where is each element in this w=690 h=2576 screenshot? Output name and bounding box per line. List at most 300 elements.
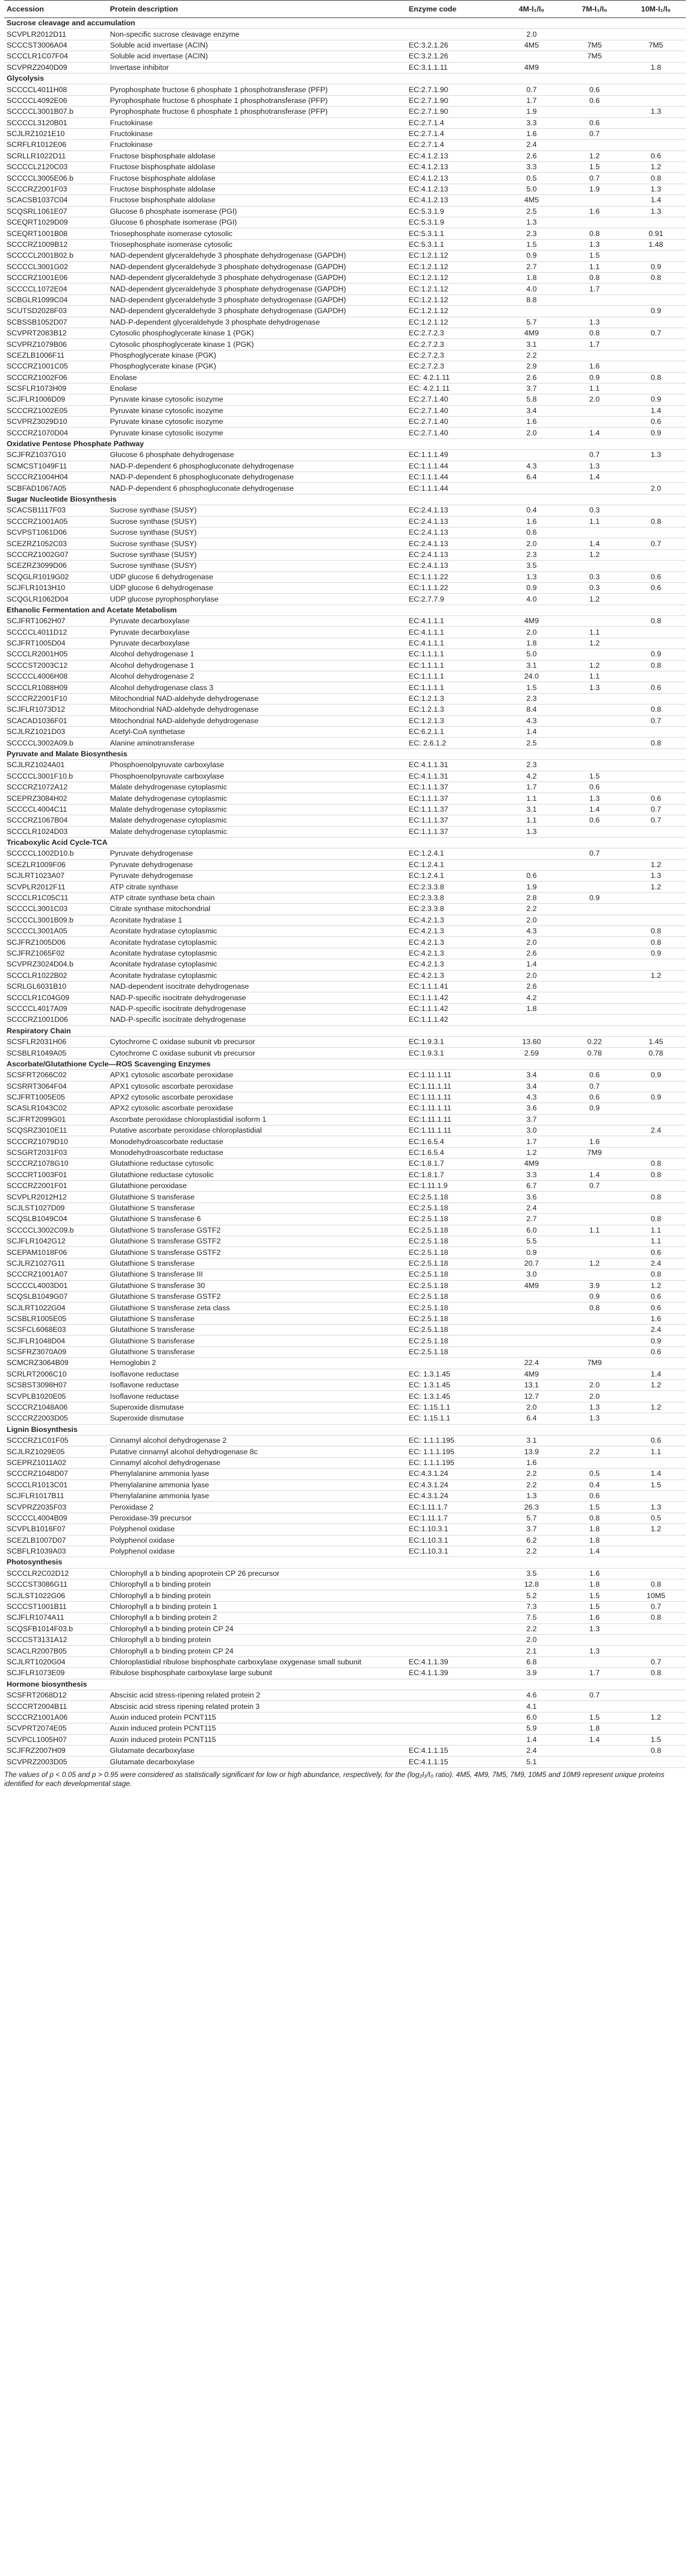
ratio-10m-cell: 0.6 [626, 582, 686, 593]
description-cell: Pyruvate dehydrogenase [108, 848, 406, 859]
ratio-4m-cell: 2.2 [500, 1479, 564, 1490]
accession-cell: SCVPLR2012H12 [4, 1192, 108, 1202]
table-row [4, 1391, 686, 1402]
table-row [4, 848, 686, 859]
table-row [4, 937, 686, 948]
ratio-10m-cell [626, 1690, 686, 1700]
enzyme-code-cell: EC:1.1.1.1 [406, 649, 500, 660]
ratio-7m-cell [563, 1269, 626, 1280]
ratio-10m-cell [626, 84, 686, 95]
description-cell: Triosephosphate isomerase cytosolic [108, 239, 406, 250]
ratio-4m-cell: 1.4 [500, 1734, 564, 1745]
ratio-7m-cell: 1.3 [563, 239, 626, 250]
description-cell: Superoxide dismutase [108, 1402, 406, 1413]
accession-cell: SCEZLB1006F11 [4, 350, 108, 361]
description-cell: Pyruvate decarboxylase [108, 638, 406, 649]
ratio-7m-cell: 1.1 [563, 671, 626, 682]
table-row [4, 1214, 686, 1225]
ratio-10m-cell: 1.4 [626, 195, 686, 206]
table-row [4, 1380, 686, 1391]
ratio-4m-cell: 1.8 [500, 1003, 564, 1014]
ratio-4m-cell: 1.3 [500, 826, 564, 837]
ratio-4m-cell: 3.5 [500, 561, 564, 571]
ratio-10m-cell: 0.8 [626, 937, 686, 948]
accession-cell: SCCCCL4092E06 [4, 95, 108, 106]
ratio-4m-cell: 2.9 [500, 361, 564, 372]
description-cell: Monodehydroascorbate reductase [108, 1136, 406, 1147]
accession-cell: SCJLST1027D09 [4, 1202, 108, 1213]
accession-cell: SCSGRT2031F03 [4, 1147, 108, 1158]
description-cell: Phosphoglycerate kinase (PGK) [108, 361, 406, 372]
ratio-10m-cell [626, 826, 686, 837]
ratio-4m-cell: 1.5 [500, 239, 564, 250]
table-row [4, 1192, 686, 1202]
accession-cell: SCCCRZ2001F10 [4, 693, 108, 704]
ratio-7m-cell [563, 826, 626, 837]
ratio-7m-cell: 0.6 [563, 1070, 626, 1081]
ratio-7m-cell [563, 1159, 626, 1169]
ratio-7m-cell [563, 705, 626, 715]
description-cell: Glutathione reductase cytosolic [108, 1169, 406, 1180]
enzyme-code-cell [406, 1601, 500, 1612]
accession-cell: SCEQRT1001B08 [4, 228, 108, 239]
col-10m-ratio: 10M-I₁/I₀ [626, 1, 686, 18]
table-row [4, 1502, 686, 1513]
description-cell: Polyphenol oxidase [108, 1535, 406, 1546]
ratio-4m-cell: 4M5 [500, 195, 564, 206]
table-row [4, 1524, 686, 1535]
description-cell: APX1 cytosolic ascorbate peroxidase [108, 1070, 406, 1081]
accession-cell: SCRLRT2006C10 [4, 1369, 108, 1380]
ratio-10m-cell [626, 128, 686, 139]
description-cell: Pyruvate kinase cytosolic isozyme [108, 417, 406, 428]
ratio-7m-cell [563, 1436, 626, 1446]
enzyme-code-cell: EC:2.7.1.90 [406, 95, 500, 106]
accession-cell: SCCCCL4011H08 [4, 84, 108, 95]
accession-cell: SCCCCL3001C03 [4, 904, 108, 915]
accession-cell: SCACLR2007B05 [4, 1646, 108, 1657]
ratio-7m-cell: 0.78 [563, 1048, 626, 1059]
ratio-7m-cell [563, 1325, 626, 1336]
protein-table [4, 0, 686, 1768]
ratio-10m-cell [626, 339, 686, 350]
ratio-7m-cell: 1.5 [563, 1601, 626, 1612]
enzyme-code-cell: EC:1.1.1.41 [406, 981, 500, 992]
table-row [4, 1646, 686, 1657]
ratio-4m-cell: 2.5 [500, 206, 564, 217]
ratio-7m-cell: 0.8 [563, 272, 626, 283]
enzyme-code-cell: EC:2.5.1.18 [406, 1202, 500, 1213]
accession-cell: SCCCRZ1001C05 [4, 361, 108, 372]
table-row [4, 649, 686, 660]
accession-cell: SCVPRZ2040D09 [4, 62, 108, 73]
accession-cell: SCCCRZ2003D05 [4, 1413, 108, 1424]
accession-cell: SCJLRZ1021E10 [4, 128, 108, 139]
table-row [4, 206, 686, 217]
ratio-10m-cell [626, 1490, 686, 1501]
ratio-7m-cell: 1.8 [563, 1524, 626, 1535]
description-cell: Cytosolic phosphoglycerate kinase 1 (PGK) [108, 328, 406, 338]
enzyme-code-cell: EC:1.11.1.11 [406, 1114, 500, 1125]
table-row [4, 140, 686, 151]
table-row [4, 693, 686, 704]
ratio-4m-cell: 2.0 [500, 29, 564, 40]
accession-cell: SCVPLB1016F07 [4, 1524, 108, 1535]
description-cell: ATP citrate synthase [108, 882, 406, 892]
ratio-4m-cell: 6.0 [500, 1712, 564, 1723]
table-row [4, 1015, 686, 1025]
accession-cell: SCCCLR1088H09 [4, 682, 108, 693]
enzyme-code-cell: EC:4.1.2.13 [406, 195, 500, 206]
ratio-7m-cell: 1.3 [563, 1413, 626, 1424]
description-cell: Glucose 6 phosphate isomerase (PGI) [108, 217, 406, 228]
ratio-10m-cell: 0.6 [626, 1291, 686, 1302]
ratio-4m-cell: 0.6 [500, 527, 564, 538]
table-row [4, 383, 686, 394]
table-row [4, 1668, 686, 1679]
ratio-7m-cell: 3.9 [563, 1280, 626, 1291]
description-cell: NAD-P-dependent 6 phosphogluconate dehydrogenase [108, 483, 406, 494]
ratio-7m-cell: 1.4 [563, 538, 626, 549]
description-cell: APX2 cytosolic ascorbate peroxidase [108, 1092, 406, 1103]
description-cell: Glutathione S transferase [108, 1202, 406, 1213]
enzyme-code-cell [406, 1623, 500, 1634]
description-cell: Glutathione S transferase III [108, 1269, 406, 1280]
accession-cell: SCCCST3006A04 [4, 40, 108, 51]
ratio-4m-cell [500, 1336, 564, 1346]
enzyme-code-cell: EC:4.2.1.3 [406, 937, 500, 948]
accession-cell: SCQSFB1014F03.b [4, 1623, 108, 1634]
accession-cell: SCSFRZ3070A09 [4, 1346, 108, 1357]
ratio-4m-cell: 6.4 [500, 1413, 564, 1424]
description-cell: Pyruvate kinase cytosolic isozyme [108, 394, 406, 405]
accession-cell: SCCCCL1072E04 [4, 284, 108, 294]
description-cell: Chlorophyll a b binding protein [108, 1635, 406, 1646]
col-protein-description: Protein description [108, 1, 406, 18]
ratio-7m-cell [563, 1756, 626, 1767]
ratio-10m-cell: 0.8 [626, 173, 686, 184]
ratio-10m-cell [626, 1147, 686, 1158]
table-row [4, 660, 686, 671]
ratio-10m-cell: 0.6 [626, 1436, 686, 1446]
section-header-row [4, 605, 686, 615]
accession-cell: SCJLRT1020G04 [4, 1657, 108, 1667]
enzyme-code-cell: EC:1.2.1.3 [406, 705, 500, 715]
table-row [4, 616, 686, 627]
description-cell: Alanine aminotransferase [108, 738, 406, 748]
ratio-4m-cell: 5.5 [500, 1236, 564, 1246]
description-cell: Aconitate hydratase cytoplasmic [108, 948, 406, 959]
table-row [4, 1436, 686, 1446]
ratio-7m-cell [563, 1313, 626, 1324]
ratio-7m-cell: 0.7 [563, 1690, 626, 1700]
ratio-7m-cell: 1.4 [563, 1734, 626, 1745]
ratio-7m-cell [563, 1114, 626, 1125]
accession-cell: SCCCCL4017A09 [4, 1003, 108, 1014]
ratio-4m-cell: 7.3 [500, 1601, 564, 1612]
ratio-10m-cell [626, 1003, 686, 1014]
ratio-7m-cell: 1.4 [563, 1546, 626, 1557]
ratio-4m-cell [500, 483, 564, 494]
description-cell: Glutathione S transferase [108, 1313, 406, 1324]
ratio-7m-cell: 0.6 [563, 815, 626, 826]
ratio-7m-cell: 0.4 [563, 1479, 626, 1490]
table-row [4, 682, 686, 693]
description-cell: Soluble acid invertase (ACIN) [108, 40, 406, 51]
enzyme-code-cell [406, 1635, 500, 1646]
enzyme-code-cell [406, 1568, 500, 1579]
ratio-10m-cell: 1.3 [626, 184, 686, 194]
section-header-row [4, 18, 686, 29]
ratio-10m-cell: 1.3 [626, 450, 686, 461]
ratio-4m-cell: 3.0 [500, 1125, 564, 1136]
ratio-7m-cell [563, 1745, 626, 1756]
table-row [4, 549, 686, 560]
ratio-4m-cell: 3.9 [500, 1668, 564, 1679]
description-cell: Pyruvate decarboxylase [108, 616, 406, 627]
ratio-7m-cell: 0.6 [563, 117, 626, 128]
ratio-10m-cell: 0.7 [626, 1601, 686, 1612]
ratio-7m-cell [563, 937, 626, 948]
accession-cell: SCSFCL6068E03 [4, 1325, 108, 1336]
description-cell: Auxin induced protein PCNT115 [108, 1723, 406, 1734]
ratio-7m-cell: 0.9 [563, 1291, 626, 1302]
enzyme-code-cell: EC:1.1.1.22 [406, 582, 500, 593]
section-header-row [4, 1025, 686, 1036]
table-footnote: The values of p < 0.05 and p > 0.95 were considered as statistically significant for low or high abundance, respectively, for the (log₂I₁/I₀ ratio). 4M5, 4M9, 7M5, 7M9, 10M5 and 10M9 represent unique proteins identified for each developmental stage. [4, 1770, 665, 1788]
description-cell: Glutathione S transferase GSTF2 [108, 1236, 406, 1246]
table-row [4, 1601, 686, 1612]
enzyme-code-cell: EC:1.11.1.11 [406, 1125, 500, 1136]
enzyme-code-cell: EC:1.2.1.12 [406, 272, 500, 283]
ratio-7m-cell: 2.0 [563, 1380, 626, 1391]
table-row [4, 804, 686, 815]
ratio-4m-cell: 3.6 [500, 1103, 564, 1114]
ratio-10m-cell: 0.6 [626, 417, 686, 428]
description-cell: Isoflavone reductase [108, 1391, 406, 1402]
ratio-7m-cell: 7M9 [563, 1147, 626, 1158]
ratio-7m-cell: 0.3 [563, 582, 626, 593]
ratio-7m-cell [563, 760, 626, 771]
ratio-10m-cell: 0.6 [626, 1247, 686, 1258]
enzyme-code-cell [406, 1723, 500, 1734]
accession-cell: SCQSRL1061E07 [4, 206, 108, 217]
ratio-7m-cell: 0.6 [563, 782, 626, 792]
description-cell: NAD-dependent isocitrate dehydrogenase [108, 981, 406, 992]
ratio-7m-cell [563, 959, 626, 970]
ratio-10m-cell: 0.7 [626, 804, 686, 815]
description-cell: Fructokinase [108, 128, 406, 139]
ratio-10m-cell: 0.8 [626, 372, 686, 383]
ratio-4m-cell: 4.0 [500, 284, 564, 294]
ratio-7m-cell [563, 1346, 626, 1357]
table-row [4, 1623, 686, 1634]
description-cell: Putative ascorbate peroxidase chloroplastidial [108, 1125, 406, 1136]
accession-cell: SCCCCL4003D01 [4, 1280, 108, 1291]
enzyme-code-cell: EC:3.1.1.11 [406, 62, 500, 73]
ratio-4m-cell: 5.7 [500, 317, 564, 328]
description-cell: Soluble acid invertase (ACIN) [108, 51, 406, 62]
enzyme-code-cell: EC:1.6.5.4 [406, 1136, 500, 1147]
enzyme-code-cell: EC: 4.2.1.11 [406, 383, 500, 394]
accession-cell: SCVPLB1020E05 [4, 1391, 108, 1402]
ratio-10m-cell: 1.3 [626, 871, 686, 882]
ratio-7m-cell [563, 1192, 626, 1202]
ratio-4m-cell: 7.5 [500, 1613, 564, 1623]
table-row [4, 1723, 686, 1734]
enzyme-code-cell: EC:5.3.1.9 [406, 206, 500, 217]
description-cell: Phosphoenolpyruvate carboxylase [108, 771, 406, 782]
enzyme-code-cell: EC:4.1.1.15 [406, 1745, 500, 1756]
accession-cell: SCBFLR1039A03 [4, 1546, 108, 1557]
accession-cell: SCCCLR2C02D12 [4, 1568, 108, 1579]
ratio-10m-cell [626, 361, 686, 372]
ratio-7m-cell [563, 195, 626, 206]
ratio-10m-cell: 0.9 [626, 649, 686, 660]
ratio-10m-cell: 1.3 [626, 1502, 686, 1513]
accession-cell: SCSBLR1049A05 [4, 1048, 108, 1059]
accession-cell: SCSRRT3064F04 [4, 1081, 108, 1092]
accession-cell: SCJFRT2099G01 [4, 1114, 108, 1125]
ratio-7m-cell [563, 1457, 626, 1468]
accession-cell: SCCCCL3002C09.b [4, 1225, 108, 1236]
ratio-4m-cell: 5.0 [500, 649, 564, 660]
ratio-4m-cell [500, 450, 564, 461]
ratio-7m-cell: 1.4 [563, 1169, 626, 1180]
enzyme-code-cell: EC:1.1.1.44 [406, 483, 500, 494]
description-cell: Phosphoenolpyruvate carboxylase [108, 760, 406, 771]
table-row [4, 417, 686, 428]
enzyme-code-cell: EC:1.1.1.42 [406, 992, 500, 1003]
description-cell: Malate dehydrogenase cytoplasmic [108, 815, 406, 826]
ratio-4m-cell: 1.4 [500, 959, 564, 970]
description-cell: Mitochondrial NAD-aldehyde dehydrogenase [108, 693, 406, 704]
ratio-10m-cell: 2.4 [626, 1125, 686, 1136]
accession-cell: SCCCST3086G11 [4, 1579, 108, 1590]
ratio-7m-cell: 1.2 [563, 594, 626, 605]
ratio-7m-cell: 2.0 [563, 1391, 626, 1402]
ratio-7m-cell [563, 1369, 626, 1380]
ratio-10m-cell [626, 1413, 686, 1424]
description-cell: Invertase inhibitor [108, 62, 406, 73]
enzyme-code-cell: EC:4.1.1.31 [406, 771, 500, 782]
ratio-4m-cell: 2.0 [500, 1635, 564, 1646]
accession-cell: SCCCLR1022B02 [4, 970, 108, 981]
ratio-10m-cell: 1.3 [626, 206, 686, 217]
ratio-10m-cell [626, 95, 686, 106]
accession-cell: SCCCCL2001B02.b [4, 250, 108, 261]
ratio-4m-cell: 4.1 [500, 1701, 564, 1712]
table-row [4, 1114, 686, 1125]
description-cell: Superoxide dismutase [108, 1413, 406, 1424]
enzyme-code-cell: EC: 4.2.1.11 [406, 372, 500, 383]
ratio-4m-cell: 3.7 [500, 1524, 564, 1535]
ratio-7m-cell [563, 1701, 626, 1712]
section-title: Ascorbate/Glutathione Cycle—ROS Scavenging Enzymes [4, 1059, 686, 1069]
section-header-row [4, 837, 686, 848]
section-title: Tricaboxylic Acid Cycle-TCA [4, 837, 686, 848]
table-row [4, 461, 686, 471]
enzyme-code-cell: EC: 1.1.1.195 [406, 1436, 500, 1446]
enzyme-code-cell: EC:1.11.1.9 [406, 1181, 500, 1192]
ratio-10m-cell: 1.1 [626, 1225, 686, 1236]
ratio-7m-cell: 1.1 [563, 1225, 626, 1236]
ratio-10m-cell: 0.91 [626, 228, 686, 239]
enzyme-code-cell: EC:1.1.1.37 [406, 782, 500, 792]
ratio-7m-cell [563, 693, 626, 704]
description-cell: APX2 cytosolic ascorbate peroxidase [108, 1103, 406, 1114]
ratio-7m-cell: 1.2 [563, 638, 626, 649]
table-row [4, 317, 686, 328]
table-row [4, 638, 686, 649]
col-4m-ratio: 4M-I₁/I₀ [500, 1, 564, 18]
description-cell: Malate dehydrogenase cytoplasmic [108, 826, 406, 837]
table-row [4, 1202, 686, 1213]
accession-cell: SCCCRZ1070D04 [4, 428, 108, 438]
ratio-10m-cell [626, 505, 686, 516]
ratio-7m-cell [563, 859, 626, 870]
ratio-7m-cell [563, 306, 626, 317]
table-row [4, 1756, 686, 1767]
accession-cell: SCJFRT1062H07 [4, 616, 108, 627]
accession-cell: SCRFLR1012E06 [4, 140, 108, 151]
ratio-4m-cell: 5.7 [500, 1513, 564, 1523]
enzyme-code-cell [406, 1579, 500, 1590]
accession-cell: SCCCRZ1078G10 [4, 1159, 108, 1169]
description-cell: Cinnamyl alcohol dehydrogenase [108, 1457, 406, 1468]
ratio-4m-cell: 2.3 [500, 228, 564, 239]
ratio-10m-cell [626, 1202, 686, 1213]
ratio-10m-cell: 2.4 [626, 1325, 686, 1336]
ratio-10m-cell: 0.8 [626, 1169, 686, 1180]
description-cell: Aconitate hydratase cytoplasmic [108, 937, 406, 948]
ratio-4m-cell [500, 1313, 564, 1324]
description-cell: Glutathione S transferase GSTF2 [108, 1225, 406, 1236]
description-cell: Chloroplastidial ribulose bisphosphate carboxylase oxygenase small subunit [108, 1657, 406, 1667]
accession-cell: SCJFRT1005D04 [4, 638, 108, 649]
ratio-10m-cell: 1.2 [626, 1524, 686, 1535]
ratio-4m-cell: 20.7 [500, 1258, 564, 1269]
description-cell: Polyphenol oxidase [108, 1546, 406, 1557]
accession-cell: SCSBST3098H07 [4, 1380, 108, 1391]
enzyme-code-cell: EC:1.2.1.12 [406, 261, 500, 272]
description-cell: NAD-dependent glyceraldehyde 3 phosphate dehydrogenase (GAPDH) [108, 272, 406, 283]
ratio-10m-cell: 1.2 [626, 1402, 686, 1413]
ratio-4m-cell: 2.0 [500, 428, 564, 438]
table-row [4, 272, 686, 283]
accession-cell: SCCCCL4004B09 [4, 1513, 108, 1523]
section-title: Hormone biosynthesis [4, 1679, 686, 1690]
table-row [4, 892, 686, 903]
table-row [4, 1469, 686, 1479]
ratio-10m-cell [626, 461, 686, 471]
description-cell: Chlorophyll a b binding protein CP 24 [108, 1646, 406, 1657]
ratio-7m-cell [563, 1015, 626, 1025]
ratio-7m-cell [563, 107, 626, 117]
ratio-10m-cell: 0.8 [626, 1159, 686, 1169]
table-row [4, 970, 686, 981]
ratio-4m-cell: 3.4 [500, 1070, 564, 1081]
description-cell: Phenylalanine ammonia lyase [108, 1479, 406, 1490]
table-row [4, 339, 686, 350]
description-cell: Cinnamyl alcohol dehydrogenase 2 [108, 1436, 406, 1446]
ratio-7m-cell [563, 217, 626, 228]
accession-cell: SCJFLR1048D04 [4, 1336, 108, 1346]
ratio-7m-cell: 0.8 [563, 1513, 626, 1523]
description-cell: Enolase [108, 383, 406, 394]
description-cell: Abscisic acid stress ripening related protein 3 [108, 1701, 406, 1712]
accession-cell: SCCCCL3120B01 [4, 117, 108, 128]
